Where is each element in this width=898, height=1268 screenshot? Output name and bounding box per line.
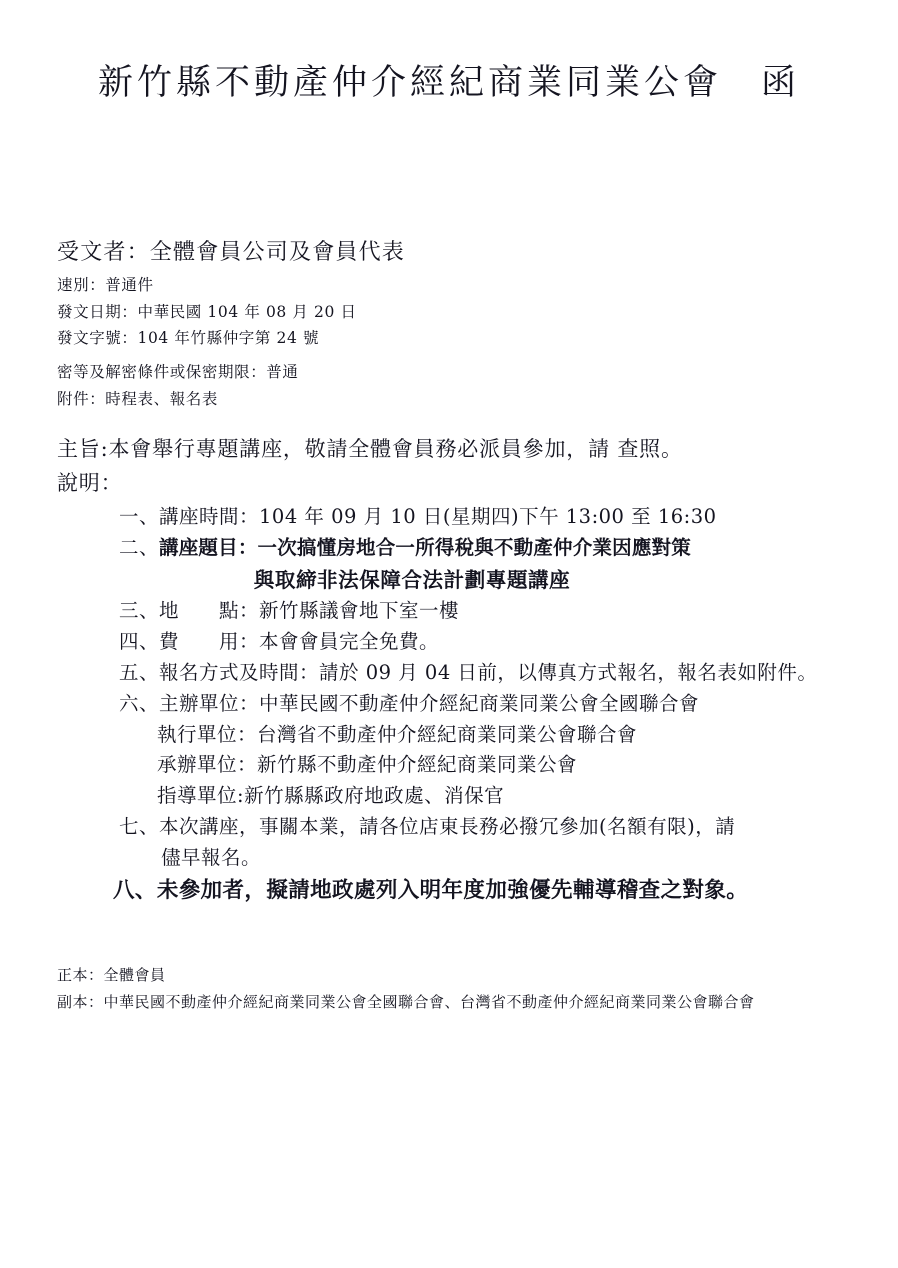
list-item xyxy=(57,812,867,843)
document-title: 新竹縣不動產仲介經紀商業同業公會 函 xyxy=(97,63,800,103)
item-number: 八、 xyxy=(113,877,157,903)
list-item xyxy=(57,658,867,689)
item-number: 六、 xyxy=(119,691,160,715)
explanation-label: 說明： xyxy=(57,471,123,496)
organizer-subline: 指導單位:新竹縣縣政府地政處、消保官 xyxy=(157,784,505,808)
item-text: 未參加者，擬請地政處列入明年度加強優先輔導稽查之對象。 xyxy=(156,877,749,903)
item-number: 四、 xyxy=(119,630,160,654)
item7-continuation: 儘早報名。 xyxy=(161,845,262,869)
item-text: 主辦單位：中華民國不動產仲介經紀商業同業公會全國聯合會 xyxy=(159,691,700,715)
organizer-subline: 執行單位：台灣省不動產仲介經紀商業同業公會聯合會 xyxy=(157,722,638,746)
list-item xyxy=(57,627,867,658)
explanation-items xyxy=(57,502,867,908)
document-footer xyxy=(57,962,867,1015)
list-item xyxy=(57,533,867,564)
item-number: 五、 xyxy=(119,661,160,685)
list-item xyxy=(57,502,867,533)
organizer-subline: 承辦單位：新竹縣不動產仲介經紀商業同業公會 xyxy=(157,753,578,777)
footer-copy: 副本：中華民國不動產仲介經紀商業同業公會全國聯合會、台灣省不動產仲介經紀商業同業公會聯合會 xyxy=(57,992,755,1011)
item-text: 講座時間：104 年 09 月 10 日(星期四)下午 13:00 至 16:30 xyxy=(159,505,717,529)
list-item xyxy=(57,874,867,908)
subject-line: 主旨:本會舉行專題講座，敬請全體會員務必派員參加，請 查照。 xyxy=(57,437,683,461)
meta-attachments: 附件：時程表、報名表 xyxy=(57,389,219,408)
item-number: 七、 xyxy=(119,815,160,838)
item-number: 二、 xyxy=(119,535,160,559)
item2-continuation: 與取締非法保障合法計劃專題講座 xyxy=(253,567,571,592)
item-text: 講座題目：一次搞懂房地合一所得稅與不動產仲介業因應對策 xyxy=(159,535,691,559)
document-body xyxy=(57,432,867,908)
list-item xyxy=(57,596,867,627)
list-item xyxy=(57,689,867,720)
item-text: 本次講座，事關本業，請各位店東長務必撥冗參加(名額有限)，請 xyxy=(159,815,736,838)
footer-original: 正本：全體會員 xyxy=(57,966,166,984)
item-text: 地 點：新竹縣議會地下室一樓 xyxy=(159,599,460,623)
meta-issue-date: 發文日期：中華民國 104 年 08 月 20 日 xyxy=(57,302,357,321)
item-text: 費 用：本會會員完全免費。 xyxy=(159,630,440,654)
item-number: 三、 xyxy=(119,599,160,623)
meta-doc-number: 發文字號：104 年竹縣仲字第 24 號 xyxy=(57,329,320,348)
item-number: 一、 xyxy=(119,505,160,529)
item-text: 報名方式及時間：請於 09 月 04 日前，以傳真方式報名，報名表如附件。 xyxy=(159,661,818,685)
meta-speed: 速別：普通件 xyxy=(57,276,154,295)
recipient-line: 受文者：全體會員公司及會員代表 xyxy=(57,240,406,265)
header-meta-block xyxy=(57,236,857,412)
meta-classification: 密等及解密條件或保密期限：普通 xyxy=(57,363,299,382)
